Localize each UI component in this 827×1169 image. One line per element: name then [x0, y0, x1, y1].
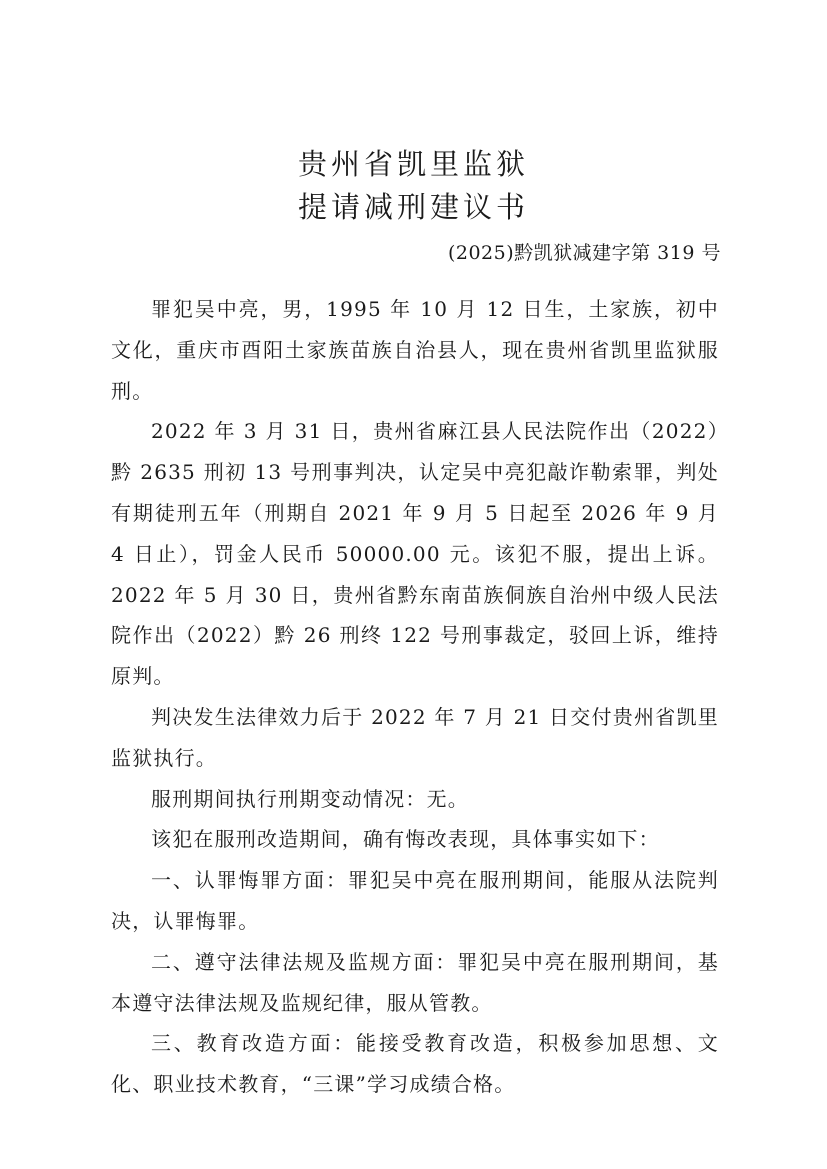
paragraph-judgment: 2022 年 3 月 31 日，贵州省麻江县人民法院作出（2022）黔 2635 刑初 13 号刑事判决，认定吴中亮犯敲诈勒索罪，判处有期徒刑五年（刑期自 2021 年 9 月 5 日起至 2026 年 9 月 4 日止），罚金人民币 50000.00 元。该犯不服，提出上诉。2022 年 5 月 30 日，贵州省黔东南苗族侗族自治州中级人民法院作出（2022）黔 26 刑终 122 号刑事裁定，驳回上诉，维持原判。 [111, 419, 719, 689]
document-body [111, 289, 719, 1105]
paragraph-education: 三、教育改造方面：能接受教育改造，积极参加思想、文化、职业技术教育，“三课”学习成绩合格。 [111, 1031, 719, 1097]
paragraph-execution: 判决发生法律效力后于 2022 年 7 月 21 日交付贵州省凯里监狱执行。 [111, 704, 719, 770]
document-number: (2025)黔凯狱减建字第 319 号 [447, 242, 721, 264]
document-title-line1: 贵州省凯里监狱 [297, 147, 529, 181]
paragraph-repentance-intro: 该犯在服刑改造期间，确有悔改表现，具体事实如下： [151, 827, 660, 852]
paragraph-prisoner-info: 罪犯吴中亮，男，1995 年 10 月 12 日生，土家族，初中文化，重庆市酉阳土家族苗族自治县人，现在贵州省凯里监狱服刑。 [111, 297, 719, 403]
document-title-line2: 提请减刑建议书 [297, 190, 529, 224]
paragraph-sentence-changes: 服刑期间执行刑期变动情况：无。 [151, 786, 469, 811]
paragraph-admit-guilt: 一、认罪悔罪方面：罪犯吴中亮在服刑期间，能服从法院判决，认罪悔罪。 [111, 868, 719, 933]
paragraph-obey-rules: 二、遵守法律法规及监规方面：罪犯吴中亮在服刑期间，基本遵守法律法规及监规纪律，服从管教。 [111, 949, 719, 1015]
